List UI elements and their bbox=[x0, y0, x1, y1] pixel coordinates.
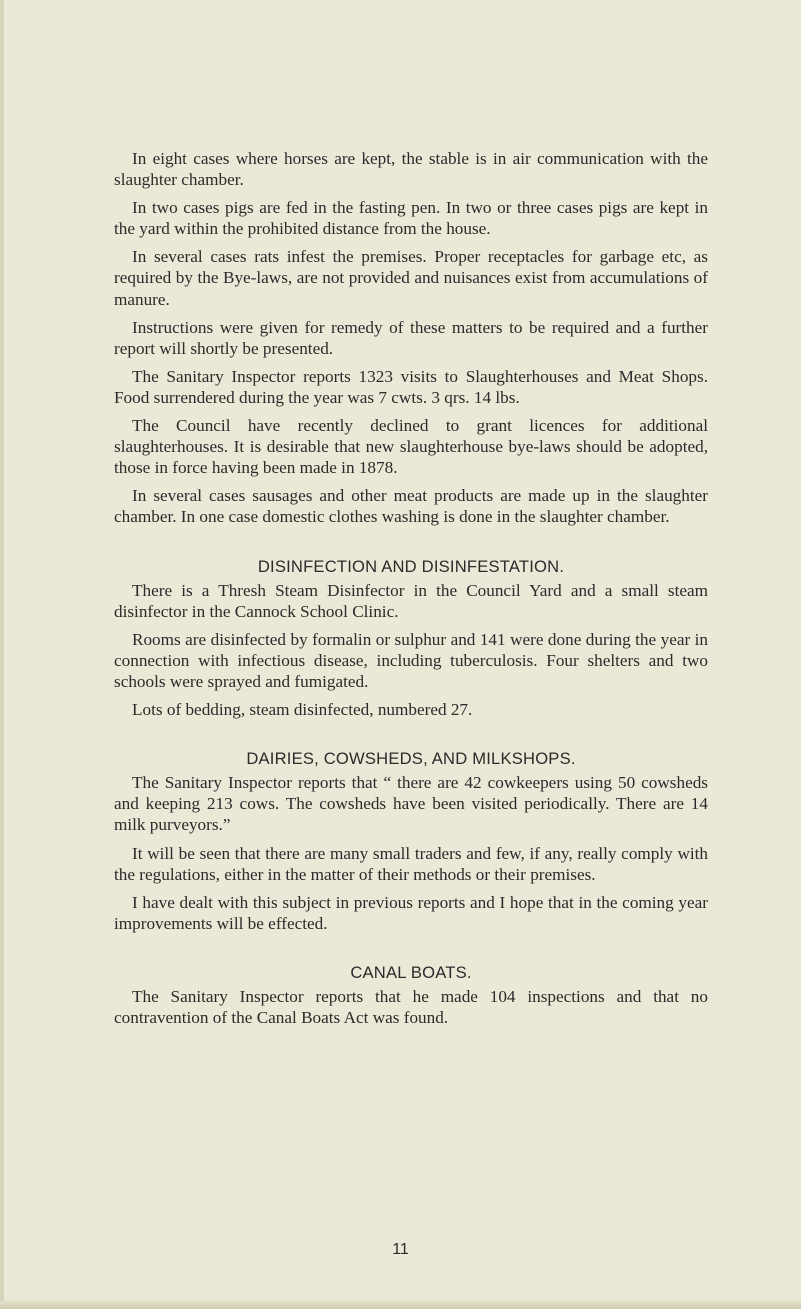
paragraph: The Sanitary Inspector reports that he made 104 inspections and that no contravention of the Canal Boats Act was found. bbox=[114, 987, 708, 1028]
paragraph: In eight cases where horses are kept, the stable is in air communication with the slaughter chamber. bbox=[114, 149, 708, 190]
paragraph: Instructions were given for remedy of these matters to be required and a further report will shortly be presented. bbox=[114, 317, 708, 358]
paragraph: In several cases rats infest the premises. Proper receptacles for garbage etc, as required by the Bye-laws, are not provided and nuisances exist from accumulations of manure. bbox=[114, 247, 708, 309]
section-heading-canal-boats: CANAL BOATS. bbox=[350, 962, 472, 982]
paragraph: Lots of bedding, steam disinfected, numbered 27. bbox=[132, 700, 473, 720]
paragraph: In two cases pigs are fed in the fasting pen. In two or three cases pigs are kept in the yard within the prohibited distance from the house. bbox=[114, 198, 708, 239]
paragraph: I have dealt with this subject in previous reports and I hope that in the coming year improvements will be effected. bbox=[114, 892, 708, 933]
page-number: 11 bbox=[392, 1241, 409, 1258]
document-page bbox=[114, 148, 708, 1035]
section-heading-dairies: DAIRIES, COWSHEDS, AND MILKSHOPS. bbox=[246, 749, 576, 769]
page-edge-shadow bbox=[0, 0, 4, 1309]
paragraph: There is a Thresh Steam Disinfector in the Council Yard and a small steam disinfector in the Cannock School Clinic. bbox=[114, 580, 708, 621]
paragraph: Rooms are disinfected by formalin or sulphur and 141 were done during the year in connection with infectious disease, including tuberculosis. Four shelters and two schools were sprayed and fumigated. bbox=[114, 629, 708, 691]
paragraph: The Sanitary Inspector reports that “ there are 42 cowkeepers using 50 cowsheds and keeping 213 cows. The cowsheds have been visited periodically. There are 14 milk purveyors.” bbox=[114, 773, 708, 835]
paragraph: It will be seen that there are many small traders and few, if any, really comply with the regulations, either in the matter of their methods or their premises. bbox=[114, 843, 708, 884]
paragraph: The Council have recently declined to grant licences for additional slaughterhouses. It is desirable that new slaughterhouse bye-laws should be adopted, those in force having been made in 1878. bbox=[114, 416, 708, 478]
paragraph: The Sanitary Inspector reports 1323 visits to Slaughterhouses and Meat Shops. Food surrendered during the year was 7 cwts. 3 qrs. 14 lbs. bbox=[114, 366, 708, 407]
page-bottom-edge bbox=[0, 1301, 801, 1309]
section-heading-disinfection: DISINFECTION AND DISINFESTATION. bbox=[257, 556, 565, 576]
paragraph: In several cases sausages and other meat products are made up in the slaughter chamber. In one case domestic clothes washing is done in the slaughter chamber. bbox=[114, 486, 708, 527]
